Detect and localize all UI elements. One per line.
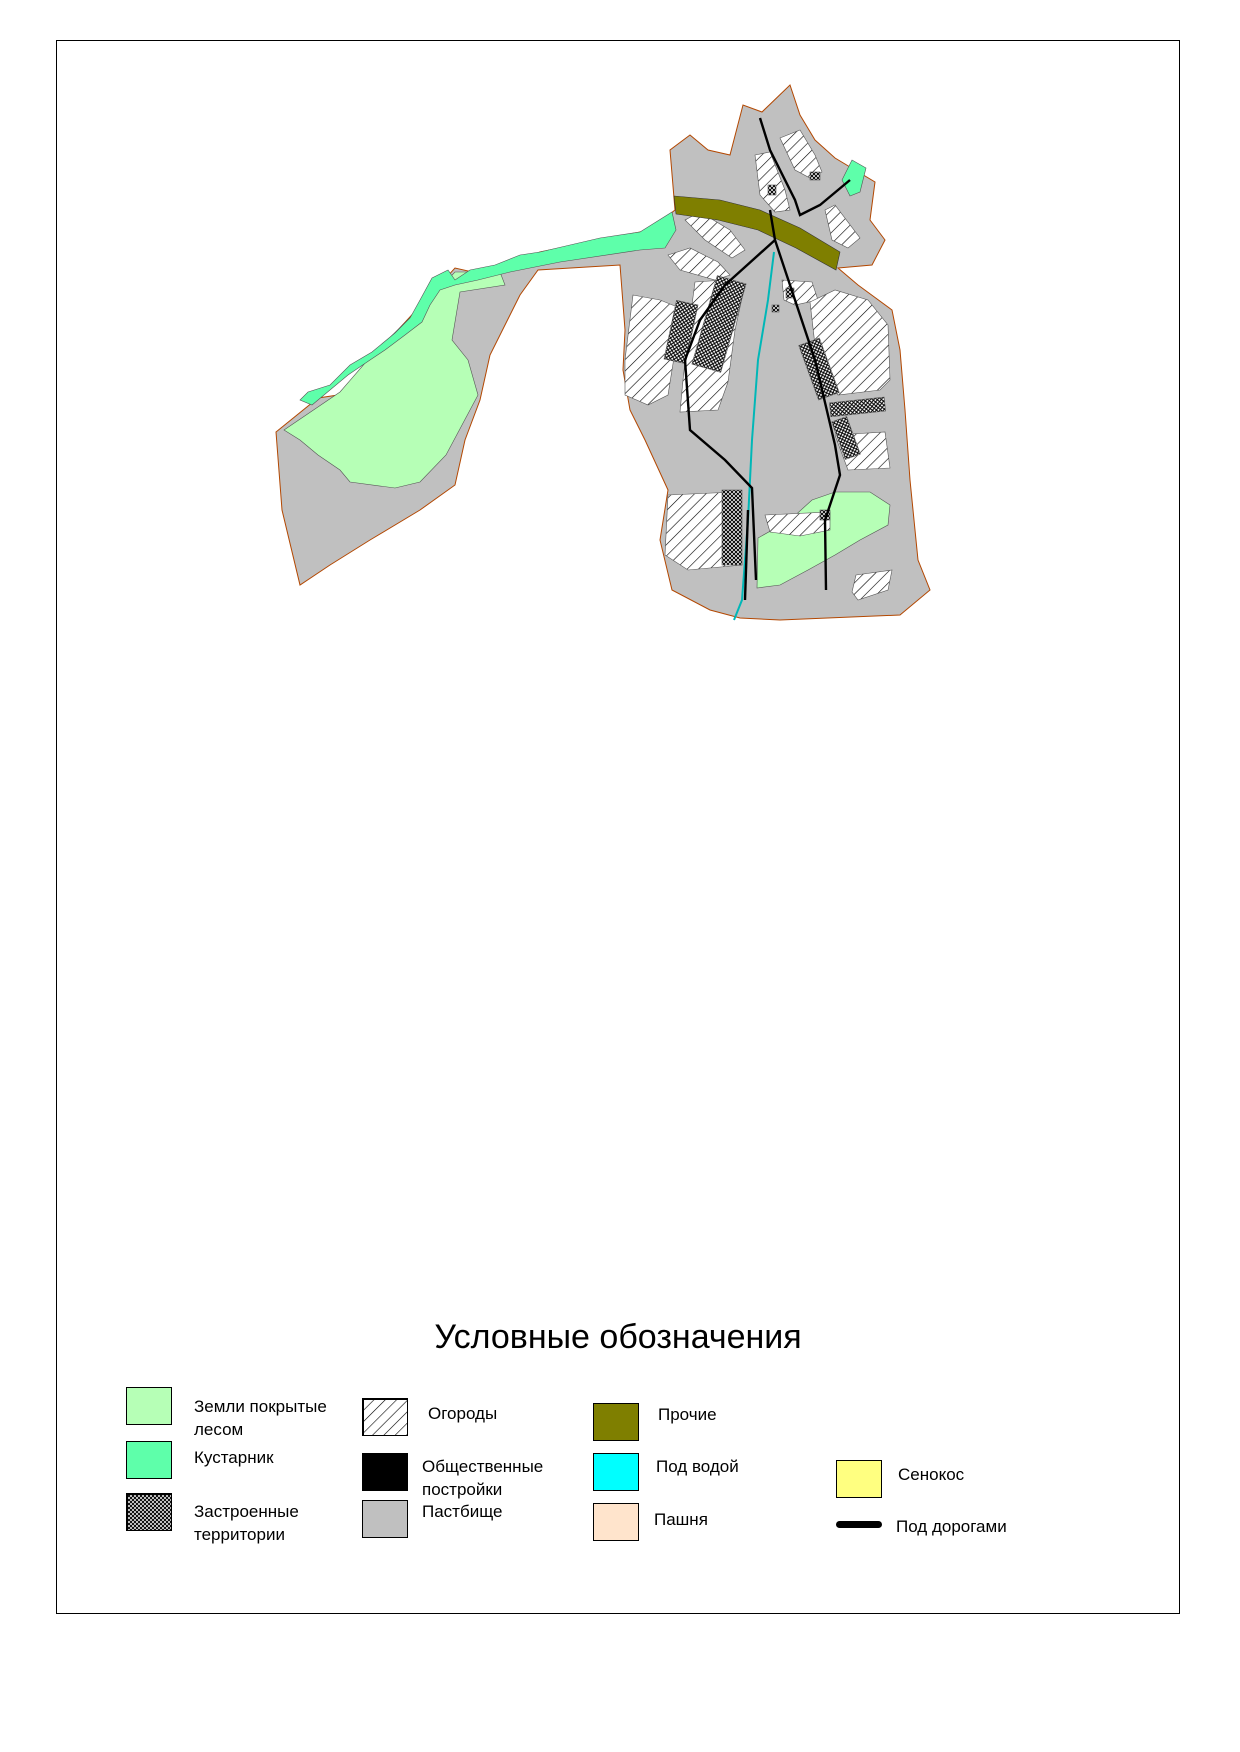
legend-label-gardens: Огороды [428, 1404, 498, 1423]
legend-label-shrub: Кустарник [194, 1448, 274, 1467]
legend-swatch-built [126, 1493, 172, 1531]
legend-label-water: Под водой [656, 1457, 739, 1476]
legend-swatch-gardens [362, 1398, 408, 1436]
legend-swatch-arable [593, 1503, 639, 1541]
legend-swatch-pasture [362, 1500, 408, 1538]
legend-label-built: Застроенные территории [194, 1502, 299, 1544]
legend-swatch-roads [836, 1521, 882, 1528]
legend-label-hay: Сенокос [898, 1465, 965, 1484]
legend-label-pasture: Пастбище [422, 1502, 503, 1521]
legend-label-other: Прочие [658, 1405, 717, 1424]
legend-swatch-forest [126, 1387, 172, 1425]
legend-swatch-other [593, 1403, 639, 1441]
legend-label-arable: Пашня [654, 1510, 708, 1529]
legend-swatch-public [362, 1453, 408, 1491]
legend-label-roads: Под дорогами [896, 1517, 1007, 1536]
legend-swatch-hay [836, 1460, 882, 1498]
legend-title: Условные обозначения [434, 1318, 802, 1356]
legend-label-forest: Земли покрытые лесом [194, 1397, 327, 1439]
legend-swatch-shrub [126, 1441, 172, 1479]
legend-label-public: Общественные постройки [422, 1457, 544, 1499]
legend-swatch-water [593, 1453, 639, 1491]
